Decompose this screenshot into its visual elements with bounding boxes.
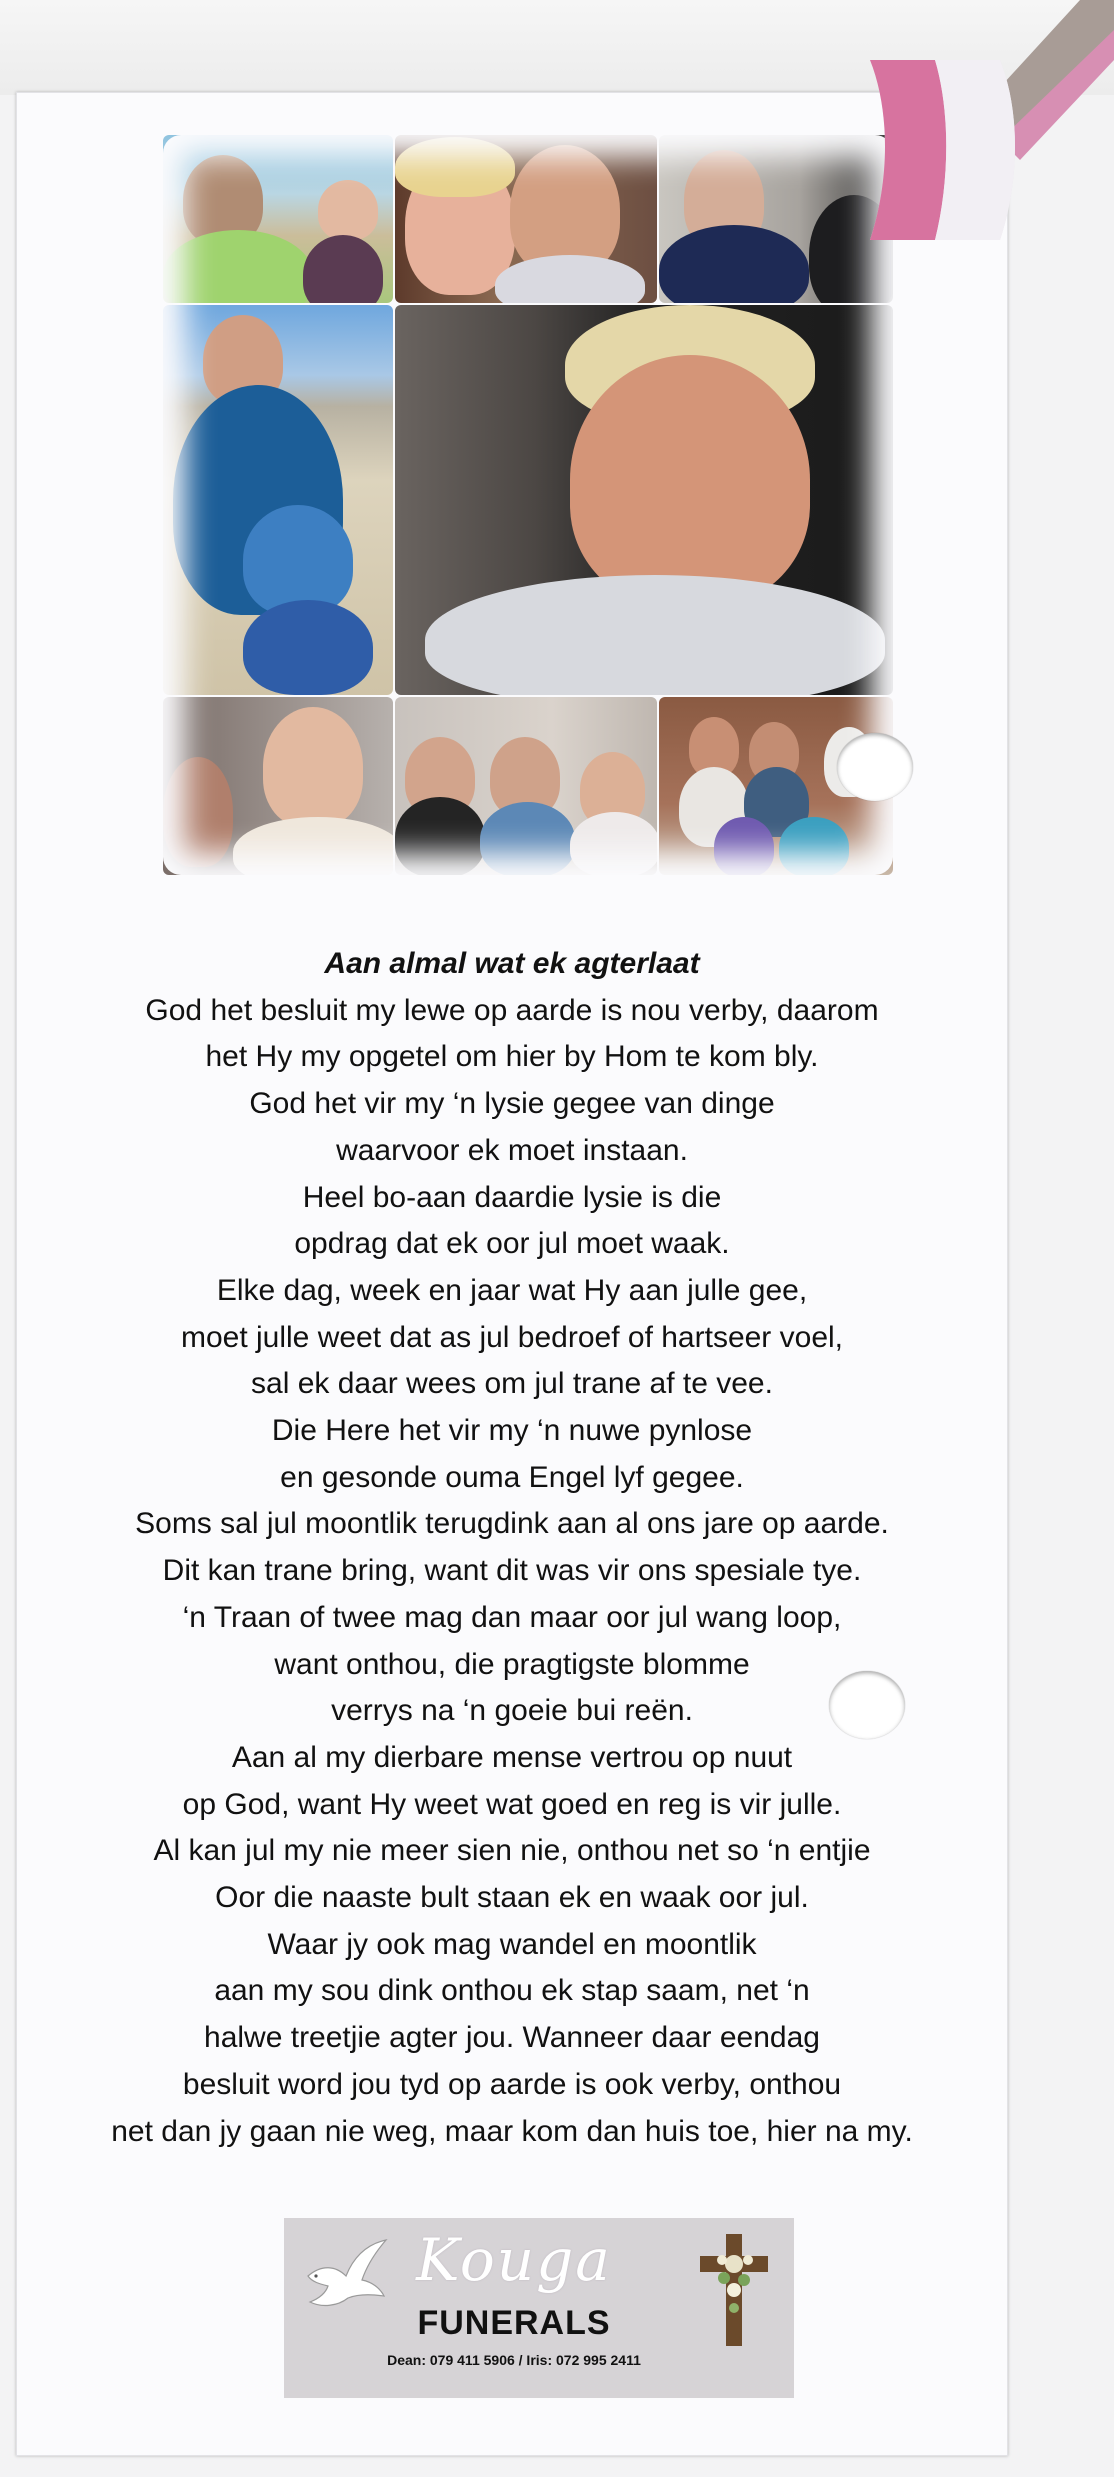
poem-line: sal ek daar wees om jul trane af te vee. [251, 1367, 773, 1401]
poem-line: Heel bo-aan daardie lysie is die [302, 1180, 722, 1214]
photo-grandmother-portrait [395, 305, 893, 695]
photo-three-women [395, 697, 657, 875]
poem-line: Die Here het vir my ‘n nuwe pynlose [271, 1414, 753, 1448]
photo-grandmother-toddler-beach [163, 305, 393, 695]
poem-line: God het vir my ‘n lysie gegee van dinge [249, 1087, 775, 1121]
cross-with-flowers-icon [694, 2230, 774, 2350]
poem-line: Soms sal jul moontlik terugdink aan al ons jare op aarde. [135, 1507, 889, 1541]
poem-line: verrys na ‘n goeie bui reën. [331, 1694, 693, 1728]
poem-line: Al kan jul my nie meer sien nie, onthou net so ‘n entjie [153, 1834, 871, 1868]
photo-grandmother-family [163, 697, 393, 875]
poem-line: het Hy my opgetel om hier by Hom te kom bly. [205, 1040, 819, 1074]
poem-line: waarvoor ek moet instaan. [336, 1133, 688, 1167]
photo-couple [395, 135, 657, 303]
poem [17, 941, 1007, 2155]
contact-numbers: Dean: 079 411 5906 / Iris: 072 995 2411 [387, 2352, 641, 2368]
poem-line: moet julle weet dat as jul bedroef of hartseer voel, [180, 1320, 844, 1354]
poem-line: net dan jy gaan nie weg, maar kom dan huis toe, hier na my. [111, 2114, 913, 2148]
poem-line: Dit kan trane bring, want dit was vir ons spesiale tye. [162, 1554, 862, 1588]
funeral-home-logo [284, 2218, 794, 2398]
poem-line: op God, want Hy weet wat goed en reg is vir julle. [182, 1787, 842, 1821]
photo-collage [163, 135, 893, 875]
brand-name: FUNERALS [417, 2304, 611, 2342]
photo-beach-grandmother-baby [163, 135, 393, 303]
poem-line: Aan al my dierbare mense vertrou op nuut [231, 1740, 793, 1774]
poem-line: besluit word jou tyd op aarde is ook verby, onthou [182, 2067, 842, 2101]
poem-line: Elke dag, week en jaar wat Hy aan julle gee, [216, 1273, 808, 1307]
punch-hole-top [837, 733, 913, 801]
poem-line: aan my sou dink onthou ek stap saam, net ‘n [214, 1974, 810, 2008]
poem-line: opdrag dat ek oor jul moet waak. [294, 1227, 730, 1261]
brand-wordmark: Kouga [416, 2226, 612, 2294]
poem-line: want onthou, die pragtigste blomme [274, 1647, 750, 1681]
poem-line: God het besluit my lewe op aarde is nou verby, daarom [145, 993, 879, 1027]
poem-line: Waar jy ook mag wandel en moontlik [267, 1927, 757, 1961]
poem-line: Oor die naaste bult staan ek en waak oor jul. [215, 1881, 809, 1915]
poem-line: ‘n Traan of twee mag dan maar oor jul wang loop, [182, 1600, 842, 1634]
poem-line: en gesonde ouma Engel lyf gegee. [280, 1460, 744, 1494]
poem-title: Aan almal wat ek agterlaat [324, 947, 700, 980]
poem-line: halwe treetjie agter jou. Wanneer daar eendag [204, 2021, 820, 2055]
ribbon-tassel [850, 0, 1114, 270]
memorial-bookmark-card [16, 92, 1008, 2456]
